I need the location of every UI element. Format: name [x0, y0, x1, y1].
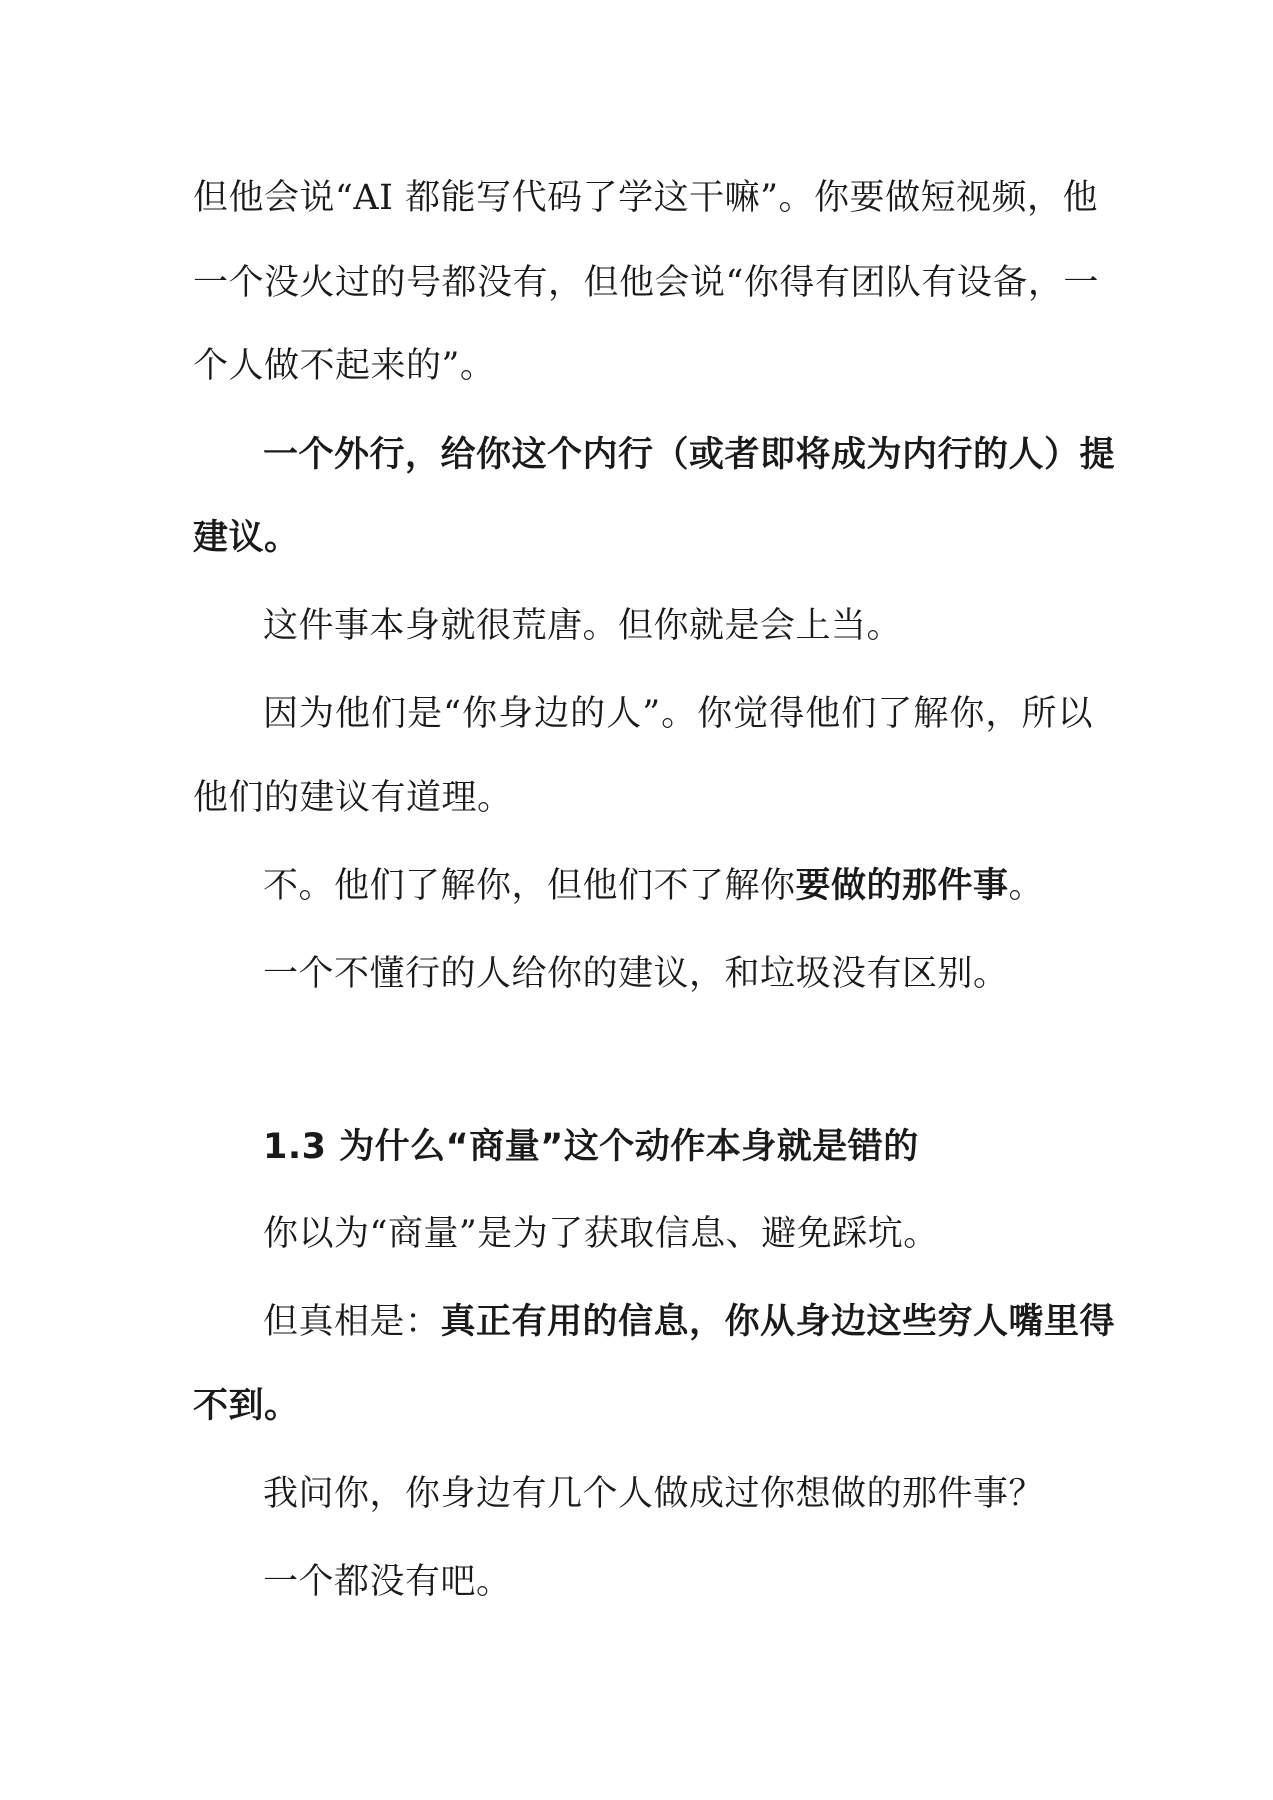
paragraph-line: 一个没火过的号都没有，但他会说“你得有团队有设备，一 [193, 263, 1099, 303]
bold-text: 要做的那件事 [795, 865, 1009, 906]
paragraph-line: 一个都没有吧。 [263, 1562, 512, 1602]
paragraph-line: 这件事本身就很荒唐。但你就是会上当。 [263, 606, 903, 646]
paragraph-line: 一个不懂行的人给你的建议，和垃圾没有区别。 [263, 954, 1009, 994]
bold-paragraph-line: 一个外行，给你这个内行（或者即将成为内行的人）提 [263, 434, 1116, 475]
bold-paragraph-line: 建议。 [193, 517, 300, 558]
paragraph-line: 他们的建议有道理。 [193, 778, 513, 818]
period-text: 。 [1008, 866, 1045, 906]
paragraph-line: 但他会说“AI 都能写代码了学这干嘛”。你要做短视频，他 [193, 178, 1099, 218]
paragraph-line: 因为他们是“你身边的人”。你觉得他们了解你，所以 [263, 694, 1093, 734]
paragraph-line: 我问你，你身边有几个人做成过你想做的那件事？ [263, 1474, 1045, 1514]
paragraph-line [263, 864, 1093, 908]
bold-paragraph-line: 不到。 [193, 1385, 300, 1426]
paragraph-line [263, 1300, 1116, 1344]
paragraph-line: 你以为“商量”是为了获取信息、避免踩坑。 [263, 1214, 939, 1254]
normal-text: 但真相是： [263, 1302, 441, 1342]
section-heading: 1.3 为什么“商量”这个动作本身就是错的 [263, 1127, 919, 1167]
paragraph-line: 个人做不起来的”。 [193, 346, 496, 386]
bold-text: 真正有用的信息，你从身边这些穷人嘴里得 [440, 1301, 1116, 1342]
normal-text: 不。他们了解你，但他们不了解你 [263, 866, 796, 906]
